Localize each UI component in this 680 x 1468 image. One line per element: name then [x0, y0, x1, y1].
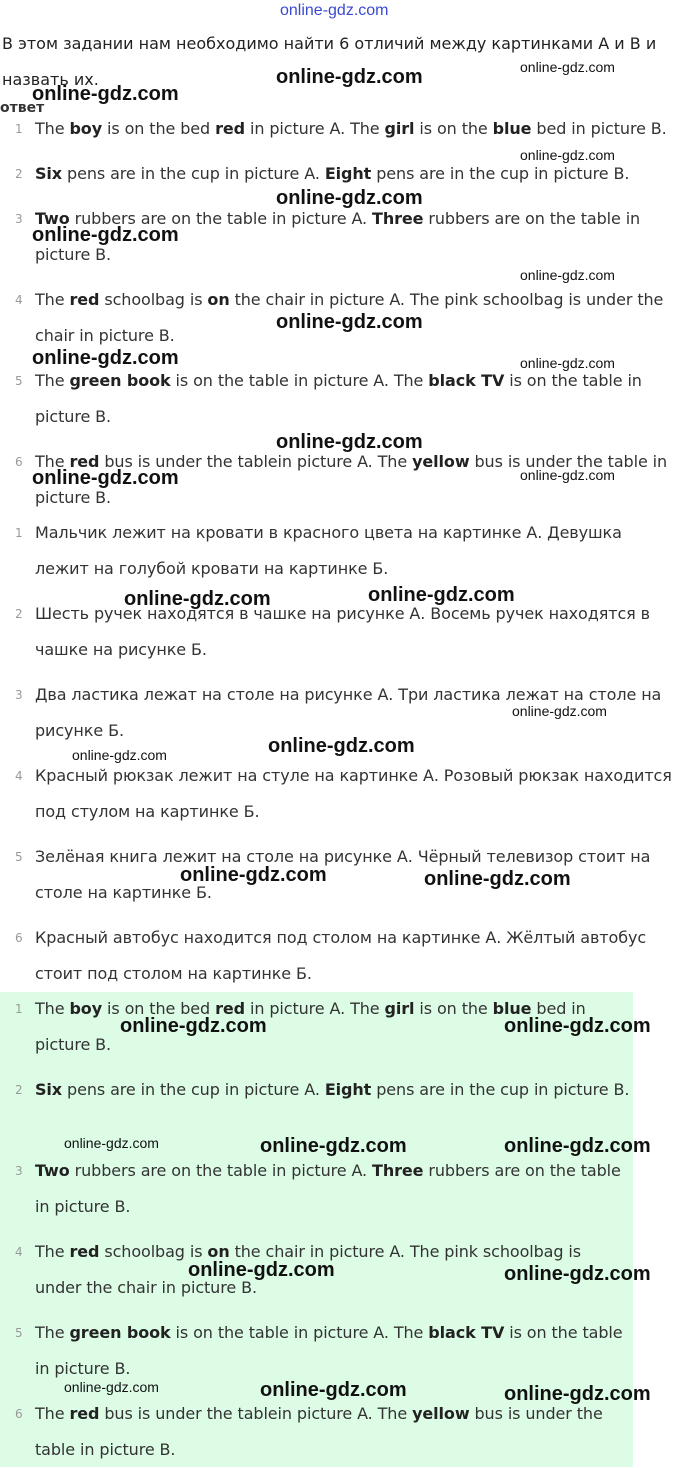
item-number: 6 — [15, 455, 23, 469]
watermark: online-gdz.com — [32, 83, 179, 105]
item-number: 5 — [15, 850, 23, 864]
watermark: online-gdz.com — [276, 431, 423, 453]
watermark: online-gdz.com — [180, 864, 327, 886]
watermark: online-gdz.com — [520, 147, 615, 163]
item-number: 4 — [15, 1245, 23, 1259]
watermark: online-gdz.com — [424, 868, 571, 890]
item-text: The red schoolbag is on the chair in picture A. The pink schoolbag is under the chair in picture B. — [35, 290, 664, 345]
watermark: online-gdz.com — [504, 1135, 651, 1157]
item-text: Two rubbers are on the table in picture A. Three rubbers are on the table in picture B. — [35, 1161, 621, 1216]
item-text: Two rubbers are on the table in picture A. Three rubbers are on the table in picture B. — [35, 209, 641, 264]
item-text: Красный автобус находится под столом на картинке А. Жёлтый автобус стоит под столом на картинке Б. — [35, 928, 647, 983]
item-number: 3 — [15, 688, 23, 702]
item-text: Шесть ручек находятся в чашке на рисунке А. Восемь ручек находятся в чашке на рисунке Б. — [35, 604, 650, 659]
item-number: 3 — [15, 1164, 23, 1178]
item-number: 6 — [15, 931, 23, 945]
watermark: online-gdz.com — [124, 588, 271, 610]
item-text: The red bus is under the tablein picture A. The yellow bus is under the table in picture B. — [35, 1404, 603, 1459]
watermark: online-gdz.com — [276, 311, 423, 333]
watermark: online-gdz.com — [276, 66, 423, 88]
item-number: 2 — [15, 167, 23, 181]
item-text: Six pens are in the cup in picture A. Eight pens are in the cup in picture B. — [35, 1080, 630, 1099]
item-text: The boy is on the bed red in picture A. The girl is on the blue bed in picture B. — [35, 999, 586, 1054]
item-text: Два ластика лежат на столе на рисунке А. Три ластика лежат на столе на рисунке Б. — [35, 685, 662, 740]
item-text: The green book is on the table in picture A. The black TV is on the table in picture B. — [35, 371, 642, 426]
item-text: Зелёная книга лежит на столе на рисунке А. Чёрный телевизор стоит на столе на картинке Б. — [35, 847, 651, 902]
watermark: online-gdz.com — [32, 224, 179, 246]
item-number: 5 — [15, 374, 23, 388]
watermark: online-gdz.com — [276, 187, 423, 209]
item-number: 5 — [15, 1326, 23, 1340]
watermark: online-gdz.com — [64, 1379, 159, 1395]
item-number: 1 — [15, 122, 23, 136]
watermark: online-gdz.com — [120, 1015, 267, 1037]
watermark: online-gdz.com — [520, 59, 615, 75]
item-text: The boy is on the bed red in picture A. The girl is on the blue bed in picture B. — [35, 119, 667, 138]
item-text: The red schoolbag is on the chair in picture A. The pink schoolbag is under the chair in picture B. — [35, 1242, 581, 1297]
watermark: online-gdz.com — [260, 1135, 407, 1157]
item-number: 2 — [15, 607, 23, 621]
intro-text: В этом задании нам необходимо найти 6 отличий между картинками А и В и назвать их. — [2, 34, 657, 89]
watermark: online-gdz.com — [520, 267, 615, 283]
item-text: Six pens are in the cup in picture A. Eight pens are in the cup in picture B. — [35, 164, 630, 183]
watermark: online-gdz.com — [520, 355, 615, 371]
item-number: 4 — [15, 769, 23, 783]
item-text: The green book is on the table in picture A. The black TV is on the table in picture B. — [35, 1323, 623, 1378]
watermark: online-gdz.com — [368, 584, 515, 606]
watermark: online-gdz.com — [268, 735, 415, 757]
item-number: 3 — [15, 212, 23, 226]
watermark: online-gdz.com — [504, 1015, 651, 1037]
watermark: online-gdz.com — [72, 747, 167, 763]
item-text: The red bus is under the tablein picture A. The yellow bus is under the table in picture B. — [35, 452, 668, 507]
item-number: 6 — [15, 1407, 23, 1421]
watermark: online-gdz.com — [260, 1379, 407, 1401]
item-text: Мальчик лежит на кровати в красного цвета на картинке А. Девушка лежит на голубой кровати на картинке Б. — [35, 523, 622, 578]
item-number: 1 — [15, 526, 23, 540]
item-number: 1 — [15, 1002, 23, 1016]
watermark: online-gdz.com — [32, 467, 179, 489]
watermark: online-gdz.com — [64, 1135, 159, 1151]
watermark: online-gdz.com — [520, 467, 615, 483]
item-number: 2 — [15, 1083, 23, 1097]
item-text: Красный рюкзак лежит на стуле на картинке А. Розовый рюкзак находится под стулом на картинке Б. — [35, 766, 672, 821]
watermark: online-gdz.com — [188, 1259, 335, 1281]
watermark: online-gdz.com — [32, 347, 179, 369]
watermark: online-gdz.com — [512, 703, 607, 719]
watermark: online-gdz.com — [504, 1383, 651, 1405]
answer-label-cut: ответ — [0, 104, 45, 112]
top-watermark: online-gdz.com — [280, 2, 389, 19]
item-number: 4 — [15, 293, 23, 307]
watermark: online-gdz.com — [504, 1263, 651, 1285]
